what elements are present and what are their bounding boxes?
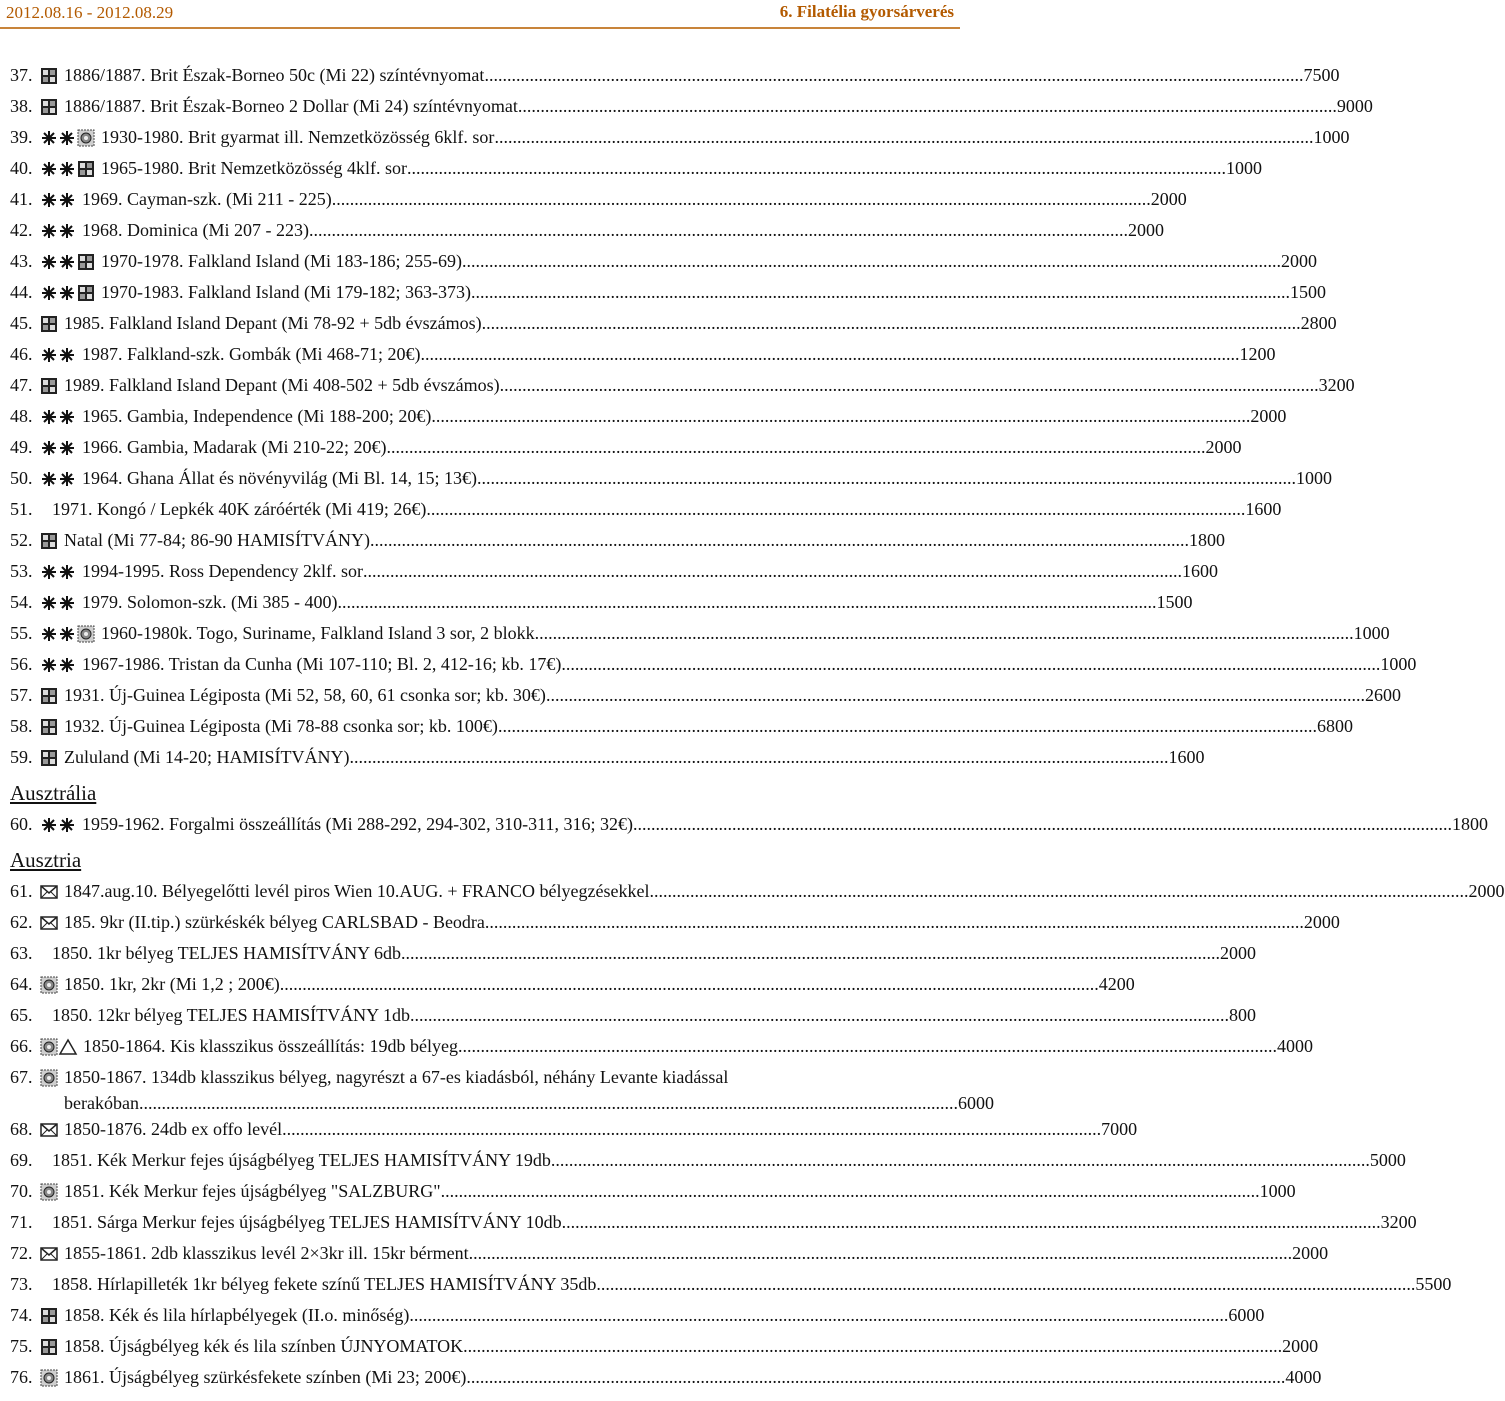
lot-row xyxy=(10,1176,1296,1207)
lot-icons xyxy=(40,1000,46,1031)
lot-description: 1979. Solomon-szk. (Mi 385 - 400) xyxy=(82,592,338,612)
lot-number: 61. xyxy=(10,881,33,901)
lot-number: 45. xyxy=(10,313,33,333)
lot-icons xyxy=(40,494,46,525)
lot-icons xyxy=(40,742,58,773)
block-icon xyxy=(40,718,58,736)
lot-icons xyxy=(40,60,58,91)
letter-icon xyxy=(40,1121,58,1139)
used-stamp-icon xyxy=(77,625,95,643)
leader-dots xyxy=(482,308,1301,339)
lot-number: 64. xyxy=(10,974,33,994)
lot-number: 39. xyxy=(10,127,33,147)
lot-description: 1886/1887. Brit Észak-Borneo 50c (Mi 22) színtévnyomat xyxy=(64,65,485,85)
date-range: 2012.08.16 - 2012.08.29 xyxy=(6,3,174,22)
block-icon xyxy=(40,315,58,333)
lot-description: 1930-1980. Brit gyarmat ill. Nemzetközösség 6klf. sor xyxy=(101,127,495,147)
lot-icons xyxy=(40,969,58,1000)
lot-row xyxy=(10,907,1340,938)
lot-icons xyxy=(40,556,76,587)
mint-stars-icon xyxy=(40,816,76,834)
lot-price: 1600 xyxy=(1245,499,1282,519)
lot-row xyxy=(10,463,1332,494)
lot-description: 1886/1887. Brit Észak-Borneo 2 Dollar (Mi 24) színtévnyomat xyxy=(64,96,518,116)
lot-price: 2000 xyxy=(1205,437,1242,457)
lot-icons xyxy=(40,463,76,494)
block-icon xyxy=(77,253,95,271)
lot-number: 38. xyxy=(10,96,33,116)
leader-dots xyxy=(431,401,1250,432)
lot-description: 1850-1876. 24db ex offo levél xyxy=(64,1119,283,1139)
lot-row xyxy=(10,809,1488,840)
leader-dots xyxy=(441,1176,1260,1207)
lot-number: 54. xyxy=(10,592,33,612)
leader-dots xyxy=(596,1269,1415,1300)
lot-icons xyxy=(40,711,58,742)
leader-dots xyxy=(518,91,1337,122)
lot-price: 1800 xyxy=(1188,530,1225,550)
lot-row xyxy=(10,153,1262,184)
lot-price: 1000 xyxy=(1313,127,1350,147)
lot-icons xyxy=(40,370,58,401)
leader-dots xyxy=(473,1238,1292,1269)
lot-row xyxy=(10,742,1205,773)
leader-dots xyxy=(282,1114,1101,1145)
mint-stars-icon xyxy=(40,594,76,612)
lot-description: 1967-1986. Tristan da Cunha (Mi 107-110; Bl. 2, 412-16; kb. 17€) xyxy=(82,654,562,674)
lot-price: 1000 xyxy=(1380,654,1417,674)
lot-price: 2000 xyxy=(1468,881,1505,901)
lot-row xyxy=(10,1300,1265,1331)
used-stamp-icon xyxy=(40,976,58,994)
mint-stars-icon xyxy=(40,563,76,581)
header-rule xyxy=(0,27,960,29)
lot-row xyxy=(10,587,1193,618)
lot-price: 1600 xyxy=(1168,747,1205,767)
mint-stars-icon xyxy=(40,129,76,147)
lot-row xyxy=(10,370,1355,401)
lot-number: 47. xyxy=(10,375,33,395)
leader-dots xyxy=(500,370,1319,401)
lot-icons xyxy=(40,1176,58,1207)
lot-row xyxy=(10,60,1340,91)
leader-dots xyxy=(633,809,1452,840)
lot-icons xyxy=(40,1238,58,1269)
lot-row xyxy=(10,680,1401,711)
lot-price: 2800 xyxy=(1300,313,1337,333)
leader-dots xyxy=(561,649,1380,680)
lot-icons xyxy=(40,153,95,184)
lot-number: 42. xyxy=(10,220,33,240)
lot-icons xyxy=(40,1145,46,1176)
lot-price: 1000 xyxy=(1225,158,1262,178)
lot-description: 1985. Falkland Island Depant (Mi 78-92 + 5db évszámos) xyxy=(64,313,482,333)
lot-description-cont: berakóban xyxy=(64,1093,139,1113)
lot-row xyxy=(10,1000,1256,1031)
lot-description: 1966. Gambia, Madarak (Mi 210-22; 20€) xyxy=(82,437,387,457)
lot-price: 6000 xyxy=(1228,1305,1265,1325)
lot-row xyxy=(10,711,1353,742)
lot-description: 1987. Falkland-szk. Gombák (Mi 468-71; 20€) xyxy=(82,344,421,364)
lot-row xyxy=(10,1114,1138,1145)
leader-dots xyxy=(463,1331,1282,1362)
lot-number: 49. xyxy=(10,437,33,457)
lot-description: 1969. Cayman-szk. (Mi 211 - 225) xyxy=(82,189,332,209)
lot-row xyxy=(10,618,1390,649)
lot-price: 4000 xyxy=(1285,1367,1322,1387)
lot-icons xyxy=(40,215,76,246)
lot-row xyxy=(10,401,1287,432)
leader-dots xyxy=(407,153,1226,184)
leader-dots xyxy=(349,742,1168,773)
lot-icons xyxy=(40,907,58,938)
lot-icons xyxy=(40,1269,46,1300)
lot-number: 48. xyxy=(10,406,33,426)
leader-dots xyxy=(458,1031,1277,1062)
lot-row xyxy=(10,91,1373,122)
lot-number: 59. xyxy=(10,747,33,767)
used-stamp-icon xyxy=(77,129,95,147)
lot-price: 2000 xyxy=(1127,220,1164,240)
lot-price: 800 xyxy=(1228,1005,1256,1025)
used-stamp-icon xyxy=(40,1183,58,1201)
lot-icons xyxy=(40,401,76,432)
lot-row xyxy=(10,938,1256,969)
section-heading: Ausztrália xyxy=(10,781,97,805)
block-icon xyxy=(40,1338,58,1356)
lot-description: 1965-1980. Brit Nemzetközösség 4klf. sor xyxy=(101,158,407,178)
block-icon xyxy=(40,1307,58,1325)
lot-icons xyxy=(40,184,76,215)
lot-row xyxy=(10,339,1276,370)
lot-number: 41. xyxy=(10,189,33,209)
mint-stars-icon xyxy=(40,656,76,674)
block-icon xyxy=(40,532,58,550)
lot-price: 1800 xyxy=(1451,814,1488,834)
block-icon xyxy=(77,284,95,302)
mint-stars-icon xyxy=(40,284,76,302)
lot-number: 69. xyxy=(10,1150,33,1170)
lot-row xyxy=(10,184,1187,215)
lot-price: 2000 xyxy=(1282,1336,1319,1356)
lot-row xyxy=(10,494,1282,525)
block-icon xyxy=(40,377,58,395)
lot-description: 1858. Kék és lila hírlapbélyegek (II.o. minőség) xyxy=(64,1305,410,1325)
lot-price: 2000 xyxy=(1292,1243,1329,1263)
lot-price: 5000 xyxy=(1369,1150,1406,1170)
lot-icons xyxy=(40,1331,58,1362)
lot-number: 66. xyxy=(10,1036,33,1056)
lot-price: 2600 xyxy=(1364,685,1401,705)
lot-price: 4200 xyxy=(1098,974,1135,994)
lot-price: 6800 xyxy=(1316,716,1353,736)
lot-price: 1600 xyxy=(1181,561,1218,581)
lot-icons xyxy=(40,1062,58,1093)
lot-number: 37. xyxy=(10,65,33,85)
lot-price: 9000 xyxy=(1336,96,1373,116)
lot-description: 1858. Hírlapilleték 1kr bélyeg fekete színű TELJES HAMISÍTVÁNY 35db xyxy=(52,1274,597,1294)
letter-icon xyxy=(40,883,58,901)
lot-description: 1994-1995. Ross Dependency 2klf. sor xyxy=(82,561,363,581)
lot-number: 70. xyxy=(10,1181,33,1201)
used-stamp-icon xyxy=(40,1038,58,1056)
lot-row xyxy=(10,1031,1313,1062)
leader-dots xyxy=(280,969,1099,1000)
lot-description: Natal (Mi 77-84; 86-90 HAMISÍTVÁNY) xyxy=(64,530,370,550)
lot-number: 51. xyxy=(10,499,33,519)
lot-icons xyxy=(40,618,95,649)
lot-description: Zululand (Mi 14-20; HAMISÍTVÁNY) xyxy=(64,747,350,767)
lot-description: 1931. Új-Guinea Légiposta (Mi 52, 58, 60, 61 csonka sor; kb. 30€) xyxy=(64,685,546,705)
lot-icons xyxy=(40,339,76,370)
leader-dots xyxy=(410,1000,1229,1031)
mint-stars-icon xyxy=(40,346,76,364)
lot-number: 74. xyxy=(10,1305,33,1325)
lot-price: 3200 xyxy=(1380,1212,1417,1232)
lot-row xyxy=(10,876,1505,907)
leader-dots xyxy=(338,587,1157,618)
lot-icons xyxy=(40,1362,58,1393)
lot-description: 1851. Sárga Merkur fejes újságbélyeg TELJES HAMISÍTVÁNY 10db xyxy=(52,1212,562,1232)
lot-row xyxy=(10,432,1242,463)
block-icon xyxy=(40,67,58,85)
leader-dots xyxy=(477,463,1296,494)
lot-description: 1850. 12kr bélyeg TELJES HAMISÍTVÁNY 1db xyxy=(52,1005,410,1025)
mint-stars-icon xyxy=(40,160,76,178)
lot-description: 1964. Ghana Állat és növényvilág (Mi Bl. 14, 15; 13€) xyxy=(82,468,477,488)
lot-number: 40. xyxy=(10,158,33,178)
lot-description: 1968. Dominica (Mi 207 - 223) xyxy=(82,220,309,240)
triangle-icon xyxy=(59,1038,77,1056)
mint-stars-icon xyxy=(40,408,76,426)
lot-number: 55. xyxy=(10,623,33,643)
lot-row xyxy=(10,277,1326,308)
lot-row xyxy=(10,969,1135,1000)
lot-icons xyxy=(40,680,58,711)
mint-stars-icon xyxy=(40,253,76,271)
lot-description: 1989. Falkland Island Depant (Mi 408-502 + 5db évszámos) xyxy=(64,375,500,395)
lot-row xyxy=(10,308,1337,339)
lot-number: 67. xyxy=(10,1067,33,1087)
lot-number: 76. xyxy=(10,1367,33,1387)
lot-description: 1850. 1kr, 2kr (Mi 1,2 ; 200€) xyxy=(64,974,280,994)
lot-row xyxy=(10,1062,994,1114)
lot-price: 2000 xyxy=(1303,912,1340,932)
leader-dots xyxy=(498,711,1317,742)
leader-dots xyxy=(466,1362,1285,1393)
lot-number: 58. xyxy=(10,716,33,736)
lot-price: 7500 xyxy=(1303,65,1340,85)
lot-price: 6000 xyxy=(957,1093,994,1113)
lot-price: 1000 xyxy=(1353,623,1390,643)
block-icon xyxy=(40,98,58,116)
lot-icons xyxy=(40,1207,46,1238)
leader-dots xyxy=(426,494,1245,525)
lot-number: 63. xyxy=(10,943,33,963)
lot-number: 56. xyxy=(10,654,33,674)
block-icon xyxy=(40,687,58,705)
lot-description: 1932. Új-Guinea Légiposta (Mi 78-88 csonka sor; kb. 100€) xyxy=(64,716,498,736)
lot-icons xyxy=(40,587,76,618)
lot-description: 1850-1867. 134db klasszikus bélyeg, nagyrészt a 67-es kiadásból, néhány Levante kiadással xyxy=(64,1067,729,1087)
lot-row xyxy=(10,525,1225,556)
lot-row xyxy=(10,1331,1319,1362)
lot-row xyxy=(10,215,1164,246)
lot-description: 1855-1861. 2db klasszikus levél 2×3kr ill. 15kr bérment. xyxy=(64,1243,474,1263)
lot-number: 53. xyxy=(10,561,33,581)
lot-number: 75. xyxy=(10,1336,33,1356)
lot-icons xyxy=(40,525,58,556)
leader-dots xyxy=(485,907,1304,938)
section-heading: Ausztria xyxy=(10,848,82,872)
lot-icons xyxy=(40,432,76,463)
lot-icons xyxy=(40,277,95,308)
lot-number: 73. xyxy=(10,1274,33,1294)
leader-dots xyxy=(484,60,1303,91)
lot-price: 2000 xyxy=(1219,943,1256,963)
lot-description: 1850-1864. Kis klasszikus összeállítás: 19db bélyeg xyxy=(83,1036,458,1056)
mint-stars-icon xyxy=(40,222,76,240)
mint-stars-icon xyxy=(40,191,76,209)
block-icon xyxy=(77,160,95,178)
lot-row xyxy=(10,1238,1329,1269)
lot-price: 5500 xyxy=(1415,1274,1452,1294)
lot-number: 57. xyxy=(10,685,33,705)
lot-icons xyxy=(40,938,46,969)
lot-icons xyxy=(40,246,95,277)
lot-icons xyxy=(40,1114,58,1145)
lot-description: 1960-1980k. Togo, Suriname, Falkland Island 3 sor, 2 blokk xyxy=(101,623,535,643)
lot-icons xyxy=(40,91,58,122)
lot-number: 52. xyxy=(10,530,33,550)
leader-dots xyxy=(409,1300,1228,1331)
lot-description: 1861. Újságbélyeg szürkésfekete színben (Mi 23; 200€) xyxy=(64,1367,467,1387)
lot-price: 1500 xyxy=(1156,592,1193,612)
lot-number: 50. xyxy=(10,468,33,488)
lot-price: 4000 xyxy=(1276,1036,1313,1056)
lot-number: 62. xyxy=(10,912,33,932)
leader-dots xyxy=(309,215,1128,246)
mint-stars-icon xyxy=(40,439,76,457)
lot-description: 185. 9kr (II.tip.) szürkéskék bélyeg CARLSBAD - Beodra xyxy=(64,912,485,932)
lot-description: 1851. Kék Merkur fejes újságbélyeg "SALZBURG" xyxy=(64,1181,441,1201)
mint-stars-icon xyxy=(40,625,76,643)
lot-description: 1970-1978. Falkland Island (Mi 183-186; 255-69) xyxy=(101,251,462,271)
lot-icons xyxy=(40,308,58,339)
lot-row xyxy=(10,1362,1322,1393)
leader-dots xyxy=(386,432,1205,463)
leader-dots xyxy=(562,1207,1381,1238)
lot-description: 1959-1962. Forgalmi összeállítás (Mi 288-292, 294-302, 310-311, 316; 32€) xyxy=(82,814,633,834)
lot-row xyxy=(10,246,1317,277)
leader-dots xyxy=(420,339,1239,370)
lot-price: 1500 xyxy=(1289,282,1326,302)
lot-number: 65. xyxy=(10,1005,33,1025)
leader-dots xyxy=(471,277,1290,308)
lot-number: 46. xyxy=(10,344,33,364)
leader-dots xyxy=(546,680,1365,711)
lot-price: 1200 xyxy=(1239,344,1276,364)
lot-price: 2000 xyxy=(1250,406,1287,426)
lot-icons xyxy=(40,122,95,153)
lot-row xyxy=(10,122,1350,153)
lot-price: 7000 xyxy=(1101,1119,1138,1139)
lot-row xyxy=(10,1207,1417,1238)
lot-number: 44. xyxy=(10,282,33,302)
used-stamp-icon xyxy=(40,1069,58,1087)
lot-description: 1970-1983. Falkland Island (Mi 179-182; 363-373) xyxy=(101,282,471,302)
lot-description: 1858. Újságbélyeg kék és lila színben ÚJNYOMATOK xyxy=(64,1336,464,1356)
mint-stars-icon xyxy=(40,470,76,488)
lot-row xyxy=(10,1269,1452,1300)
leader-dots xyxy=(332,184,1151,215)
lot-description: 1851. Kék Merkur fejes újságbélyeg TELJES HAMISÍTVÁNY 19db xyxy=(52,1150,551,1170)
leader-dots xyxy=(363,556,1182,587)
lot-price: 1000 xyxy=(1259,1181,1296,1201)
lot-description: 1850. 1kr bélyeg TELJES HAMISÍTVÁNY 6db xyxy=(52,943,401,963)
lot-row xyxy=(10,649,1417,680)
lot-icons xyxy=(40,809,76,840)
lot-description: 1847.aug.10. Bélyegelőtti levél piros Wien 10.AUG. + FRANCO bélyegzésekkel xyxy=(64,881,650,901)
leader-dots xyxy=(139,1090,958,1116)
letter-icon xyxy=(40,914,58,932)
leader-dots xyxy=(494,122,1313,153)
lot-price: 2000 xyxy=(1150,189,1187,209)
section-title: 6. Filatélia gyorsárverés xyxy=(779,2,954,21)
lot-price: 1000 xyxy=(1295,468,1332,488)
leader-dots xyxy=(401,938,1220,969)
leader-dots xyxy=(462,246,1281,277)
lot-description: 1965. Gambia, Independence (Mi 188-200; 20€) xyxy=(82,406,432,426)
lot-row xyxy=(10,1145,1406,1176)
block-icon xyxy=(40,749,58,767)
page-header xyxy=(0,0,960,30)
leader-dots xyxy=(370,525,1189,556)
lot-number: 60. xyxy=(10,814,33,834)
leader-dots xyxy=(650,876,1469,907)
leader-dots xyxy=(535,618,1354,649)
letter-icon xyxy=(40,1245,58,1263)
lot-price: 3200 xyxy=(1318,375,1355,395)
leader-dots xyxy=(551,1145,1370,1176)
lot-icons xyxy=(40,649,76,680)
lot-price: 2000 xyxy=(1280,251,1317,271)
lot-icons xyxy=(40,876,58,907)
lot-number: 43. xyxy=(10,251,33,271)
lot-number: 68. xyxy=(10,1119,33,1139)
lot-number: 71. xyxy=(10,1212,33,1232)
lot-row xyxy=(10,556,1218,587)
lot-description: 1971. Kongó / Lepkék 40K záróérték (Mi 419; 26€) xyxy=(52,499,427,519)
lot-icons xyxy=(40,1300,58,1331)
lot-number: 72. xyxy=(10,1243,33,1263)
used-stamp-icon xyxy=(40,1369,58,1387)
lot-list xyxy=(10,60,1505,1393)
lot-icons xyxy=(40,1031,77,1062)
